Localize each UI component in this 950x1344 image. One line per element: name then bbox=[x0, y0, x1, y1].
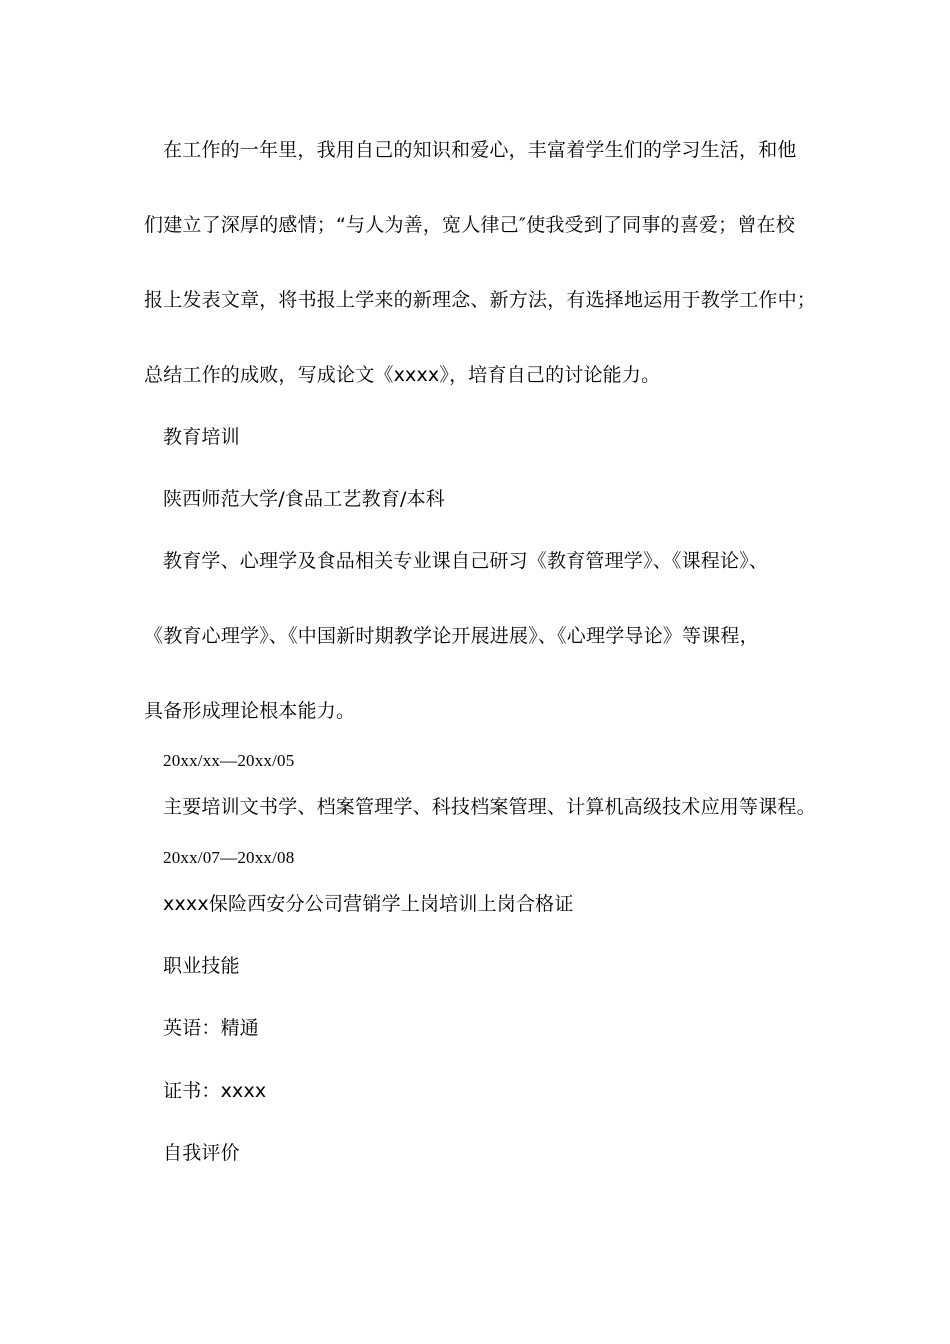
paragraph-line: 总结工作的成败，写成论文《xxxx》，培育自己的讨论能力。 bbox=[144, 364, 661, 386]
section-heading-self-evaluation: 自我评价 bbox=[163, 1142, 240, 1164]
training-content: 主要培训文书学、档案管理学、科技档案管理、计算机高级技术应用等课程。 bbox=[163, 796, 816, 818]
training-period: 20xx/xx—20xx/05 bbox=[163, 751, 295, 770]
section-heading-skills: 职业技能 bbox=[163, 955, 240, 977]
skill-certificate: 证书：xxxx bbox=[163, 1080, 267, 1102]
skill-english: 英语：精通 bbox=[163, 1017, 260, 1039]
education-school: 陕西师范大学/食品工艺教育/本科 bbox=[163, 488, 446, 510]
paragraph-line: 们建立了深厚的感情；“与人为善，宽人律己″使我受到了同事的喜爱；曾在校 bbox=[144, 214, 795, 236]
training-period: 20xx/07—20xx/08 bbox=[163, 848, 295, 867]
paragraph-line: 教育学、心理学及食品相关专业课自己研习《教育管理学》、《课程论》、 bbox=[163, 550, 769, 572]
training-content: xxxx保险西安分公司营销学上岗培训上岗合格证 bbox=[163, 893, 574, 915]
paragraph-line: 具备形成理论根本能力。 bbox=[144, 700, 356, 722]
section-heading-education: 教育培训 bbox=[163, 426, 240, 448]
paragraph-line: 报上发表文章，将书报上学来的新理念、新方法，有选择地运用于教学工作中； bbox=[144, 289, 817, 311]
paragraph-line: 在工作的一年里，我用自己的知识和爱心，丰富着学生们的学习生活，和他 bbox=[163, 139, 797, 161]
paragraph-line: 《教育心理学》、《中国新时期教学论开展进展》、《心理学导论》等课程， bbox=[144, 625, 759, 647]
